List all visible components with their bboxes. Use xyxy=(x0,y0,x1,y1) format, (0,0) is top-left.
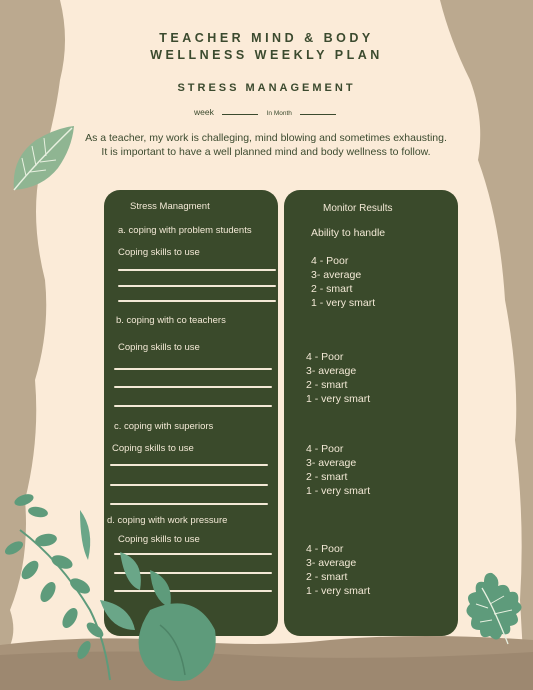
section-b-skills-label: Coping skills to use xyxy=(118,342,200,353)
scale-d-2: 2 - smart xyxy=(306,571,348,583)
scale-a-1: 1 - very smart xyxy=(311,297,376,309)
section-d-skills-label: Coping skills to use xyxy=(118,534,200,545)
stress-management-heading: Stress Managment xyxy=(130,201,210,212)
week-blank[interactable] xyxy=(222,114,258,115)
scale-c-3: 3- average xyxy=(306,457,357,469)
scale-d-3: 3- average xyxy=(306,557,357,569)
scale-b-4: 4 - Poor xyxy=(306,351,344,363)
scale-b-3: 3- average xyxy=(306,365,357,377)
week-month-row xyxy=(194,107,342,117)
section-a-write-line-3[interactable] xyxy=(118,300,276,302)
scale-c-2: 2 - smart xyxy=(306,471,348,483)
ability-to-handle-label: Ability to handle xyxy=(311,227,386,239)
scale-d-4: 4 - Poor xyxy=(306,543,344,555)
section-subtitle: STRESS MANAGEMENT xyxy=(177,82,356,94)
section-a-write-line-1[interactable] xyxy=(118,269,276,271)
scale-b-1: 1 - very smart xyxy=(306,393,371,405)
scale-d-1: 1 - very smart xyxy=(306,585,371,597)
section-b-write-line-1[interactable] xyxy=(114,368,272,370)
section-b-title: b. coping with co teachers xyxy=(116,315,226,326)
month-blank[interactable] xyxy=(300,114,336,115)
scale-a-4: 4 - Poor xyxy=(311,255,349,267)
oak-leaf-icon xyxy=(462,568,526,648)
week-label: week xyxy=(194,107,214,117)
section-b-write-line-2[interactable] xyxy=(114,386,272,388)
section-c-write-line-2[interactable] xyxy=(110,484,268,486)
intro-text xyxy=(40,131,492,159)
monitor-results-heading: Monitor Results xyxy=(323,203,393,214)
title-line-2: WELLNESS WEEKLY PLAN xyxy=(150,48,383,62)
title-line-1: TEACHER MIND & BODY xyxy=(159,31,374,45)
intro-line-2: It is important to have a well planned mind and body wellness to follow. xyxy=(101,146,431,158)
section-c-skills-label: Coping skills to use xyxy=(112,443,194,454)
section-a-title: a. coping with problem students xyxy=(118,225,252,236)
section-d-title: d. coping with work pressure xyxy=(107,515,228,526)
section-c-write-line-1[interactable] xyxy=(110,464,268,466)
section-a-write-line-2[interactable] xyxy=(118,285,276,287)
scale-a-3: 3- average xyxy=(311,269,362,281)
scale-a-2: 2 - smart xyxy=(311,283,353,295)
scale-b-2: 2 - smart xyxy=(306,379,348,391)
scale-c-1: 1 - very smart xyxy=(306,485,371,497)
section-a-skills-label: Coping skills to use xyxy=(118,247,200,258)
fern-branch-icon xyxy=(0,490,230,690)
section-c-title: c. coping with superiors xyxy=(114,421,214,432)
scale-c-4: 4 - Poor xyxy=(306,443,344,455)
intro-line-1: As a teacher, my work is challeging, mind blowing and sometimes exhausting. xyxy=(85,132,447,144)
section-b-write-line-3[interactable] xyxy=(114,405,272,407)
leaf-icon xyxy=(6,118,76,198)
month-label: In Month xyxy=(266,110,292,117)
